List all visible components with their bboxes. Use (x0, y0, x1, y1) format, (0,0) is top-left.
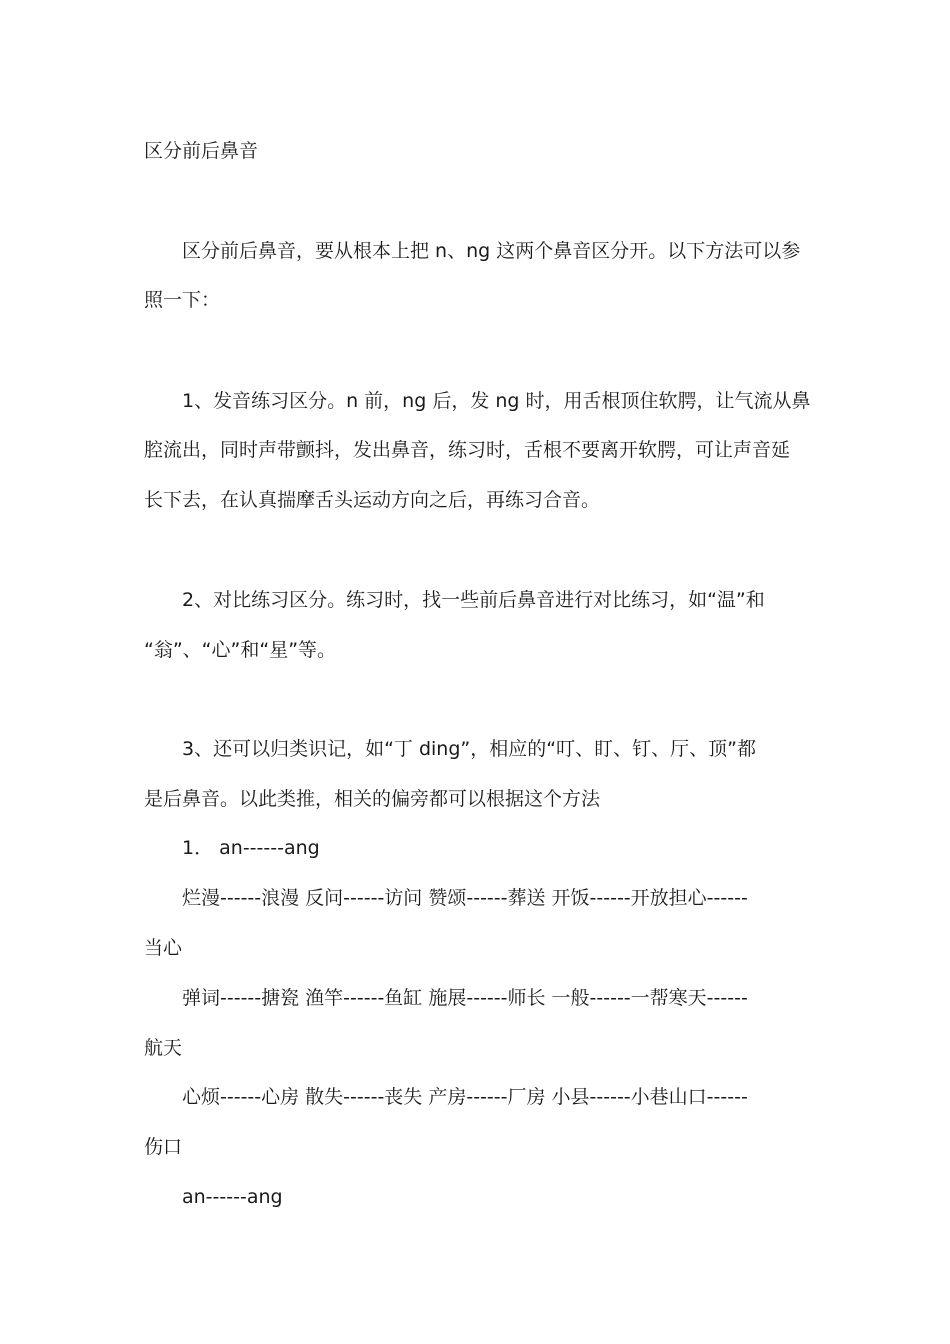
word-row: 心烦------心房 散失------丧失 产房------厂房 小县------小巷山口------ (182, 1086, 748, 1108)
section2-heading: an------ang (182, 1186, 283, 1208)
method1-line-3: 长下去，在认真揣摩舌头运动方向之后，再练习合音。 (144, 489, 601, 511)
document-title: 区分前后鼻音 (144, 140, 259, 162)
word-row: 烂漫------浪漫 反问------访问 赞颂------葬送 开饭------开放担心------ (182, 887, 748, 909)
intro-line-1: 区分前后鼻音，要从根本上把 n、ng 这两个鼻音区分开。以下方法可以参 (182, 240, 801, 262)
section1-heading: 1． an------ang (182, 837, 320, 859)
word-row-continuation: 当心 (144, 937, 183, 959)
method1-line-2: 腔流出，同时声带颤抖，发出鼻音，练习时，舌根不要离开软腭，可让声音延 (144, 439, 791, 461)
method2-line-2: “翁”、“心”和“星”等。 (144, 639, 337, 661)
method2-line-1: 2、对比练习区分。练习时，找一些前后鼻音进行对比练习，如“温”和 (182, 589, 765, 611)
intro-line-2: 照一下： (144, 289, 221, 311)
method1-line-1: 1、发音练习区分。n 前，ng 后，发 ng 时，用舌根顶住软腭，让气流从鼻 (182, 390, 811, 412)
word-row-continuation: 伤口 (144, 1136, 183, 1158)
method3-line-1: 3、还可以归类识记，如“丁 ding”，相应的“叮、盯、钉、厅、顶”都 (182, 738, 756, 760)
method3-line-2: 是后鼻音。以此类推，相关的偏旁都可以根据这个方法 (144, 788, 601, 810)
word-row: 弹词------搪瓷 渔竿------鱼缸 施展------师长 一般------一帮寒天------ (182, 987, 748, 1009)
word-row-continuation: 航天 (144, 1037, 183, 1059)
